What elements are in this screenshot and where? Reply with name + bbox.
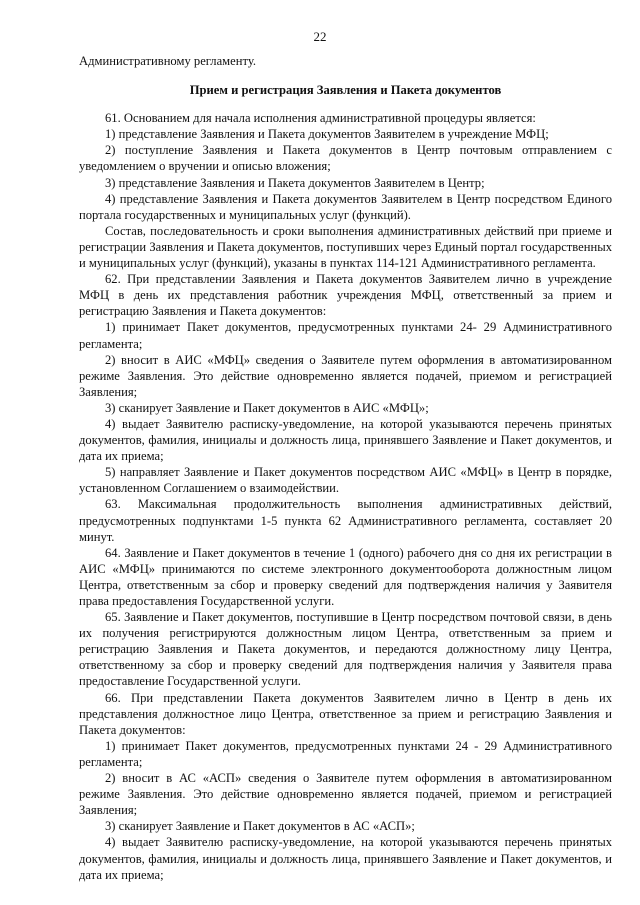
paragraph: 3) представление Заявления и Пакета документов Заявителем в Центр; — [105, 175, 485, 190]
paragraph: 1) представление Заявления и Пакета документов Заявителем в учреждение МФЦ; — [105, 127, 549, 142]
paragraph: Состав, последовательность и сроки выполнения административных действий при приеме и регистрации Заявления и Пакета документов, поступивших через Единый портал государственных и муниципальных услуг (функций), указаны в пунктах 114-121 Административного регламента. — [79, 223, 612, 271]
paragraph: 4) выдает Заявителю расписку-уведомление, на которой указываются перечень принятых документов, фамилия, инициалы и должность лица, принявшего Заявление и Пакет документов, и дата их приема; — [79, 416, 612, 464]
paragraph: 3) сканирует Заявление и Пакет документов в АС «АСП»; — [105, 819, 415, 834]
page-number: 22 — [313, 29, 327, 44]
intro-line: Административному регламенту. — [79, 54, 257, 68]
paragraph: 63. Максимальная продолжительность выполнения административных действий, предусмотренных подпунктами 1-5 пункта 62 Административного регламента, составляет 20 минут. — [79, 497, 612, 544]
paragraph: 1) принимает Пакет документов, предусмотренных пунктами 24 - 29 Административного регламента; — [79, 738, 612, 769]
paragraph: 1) принимает Пакет документов, предусмотренных пунктами 24- 29 Административного регламента; — [79, 320, 612, 351]
document-body — [79, 53, 612, 883]
section-title: Прием и регистрация Заявления и Пакета документов — [189, 83, 502, 98]
paragraph: 2) вносит в АС «АСП» сведения о Заявителе путем оформления в автоматизированном режиме Заявления. Это действие одновременно является подачей, приемом и регистрацией Заявления; — [79, 771, 612, 818]
paragraph: 4) представление Заявления и Пакета документов Заявителем в Центр посредством Единого портала государственных и муниципальных услуг (функций). — [79, 191, 612, 222]
paragraph: 61. Основанием для начала исполнения административной процедуры является: — [105, 111, 536, 126]
paragraph: 65. Заявление и Пакет документов, поступившие в Центр посредством почтовой связи, в день их получения регистрируются должностным лицом Центра, ответственным за прием и регистрацию Заявления и Пакета документов, и передаются должностному лицу Центра, ответственному за сбор и проверку сведений для подтверждения наличия у Заявителя права предоставление Государственной услуги. — [79, 610, 612, 689]
paragraph: 62. При представлении Заявления и Пакета документов Заявителем лично в учреждение МФЦ в день их представления работник учреждения МФЦ, ответственный за прием и регистрацию Заявления и Пакета документов: — [79, 272, 612, 319]
paragraph: 4) выдает Заявителю расписку-уведомление, на которой указываются перечень принятых документов, фамилия, инициалы и должность лица, принявшего Заявление и Пакет документов, и дата их приема; — [79, 835, 612, 882]
paragraph: 66. При представлении Пакета документов Заявителем лично в Центр в день их представления должностное лицо Центра, ответственное за прием и регистрацию Заявления и Пакета документов: — [79, 690, 612, 737]
paragraph: 5) направляет Заявление и Пакет документов посредством АИС «МФЦ» в Центр в порядке, установленном Соглашением о взаимодействии. — [79, 465, 612, 496]
paragraph: 3) сканирует Заявление и Пакет документов в АИС «МФЦ»; — [105, 400, 429, 415]
paragraph: 64. Заявление и Пакет документов в течение 1 (одного) рабочего дня со дня их регистрации в АИС «МФЦ» принимаются по системе электронного документооборота должностным лицом Центра, ответственным за сбор и проверку сведений для подтверждения наличия у Заявителя права предоставления Государственной услуги. — [79, 545, 612, 608]
paragraph: 2) поступление Заявления и Пакета документов в Центр почтовым отправлением с уведомлением о вручении и описью вложения; — [79, 143, 612, 174]
paragraph: 2) вносит в АИС «МФЦ» сведения о Заявителе путем оформления в автоматизированном режиме Заявления. Это действие одновременно является подачей, приемом и регистрацией Заявления; — [79, 352, 612, 399]
